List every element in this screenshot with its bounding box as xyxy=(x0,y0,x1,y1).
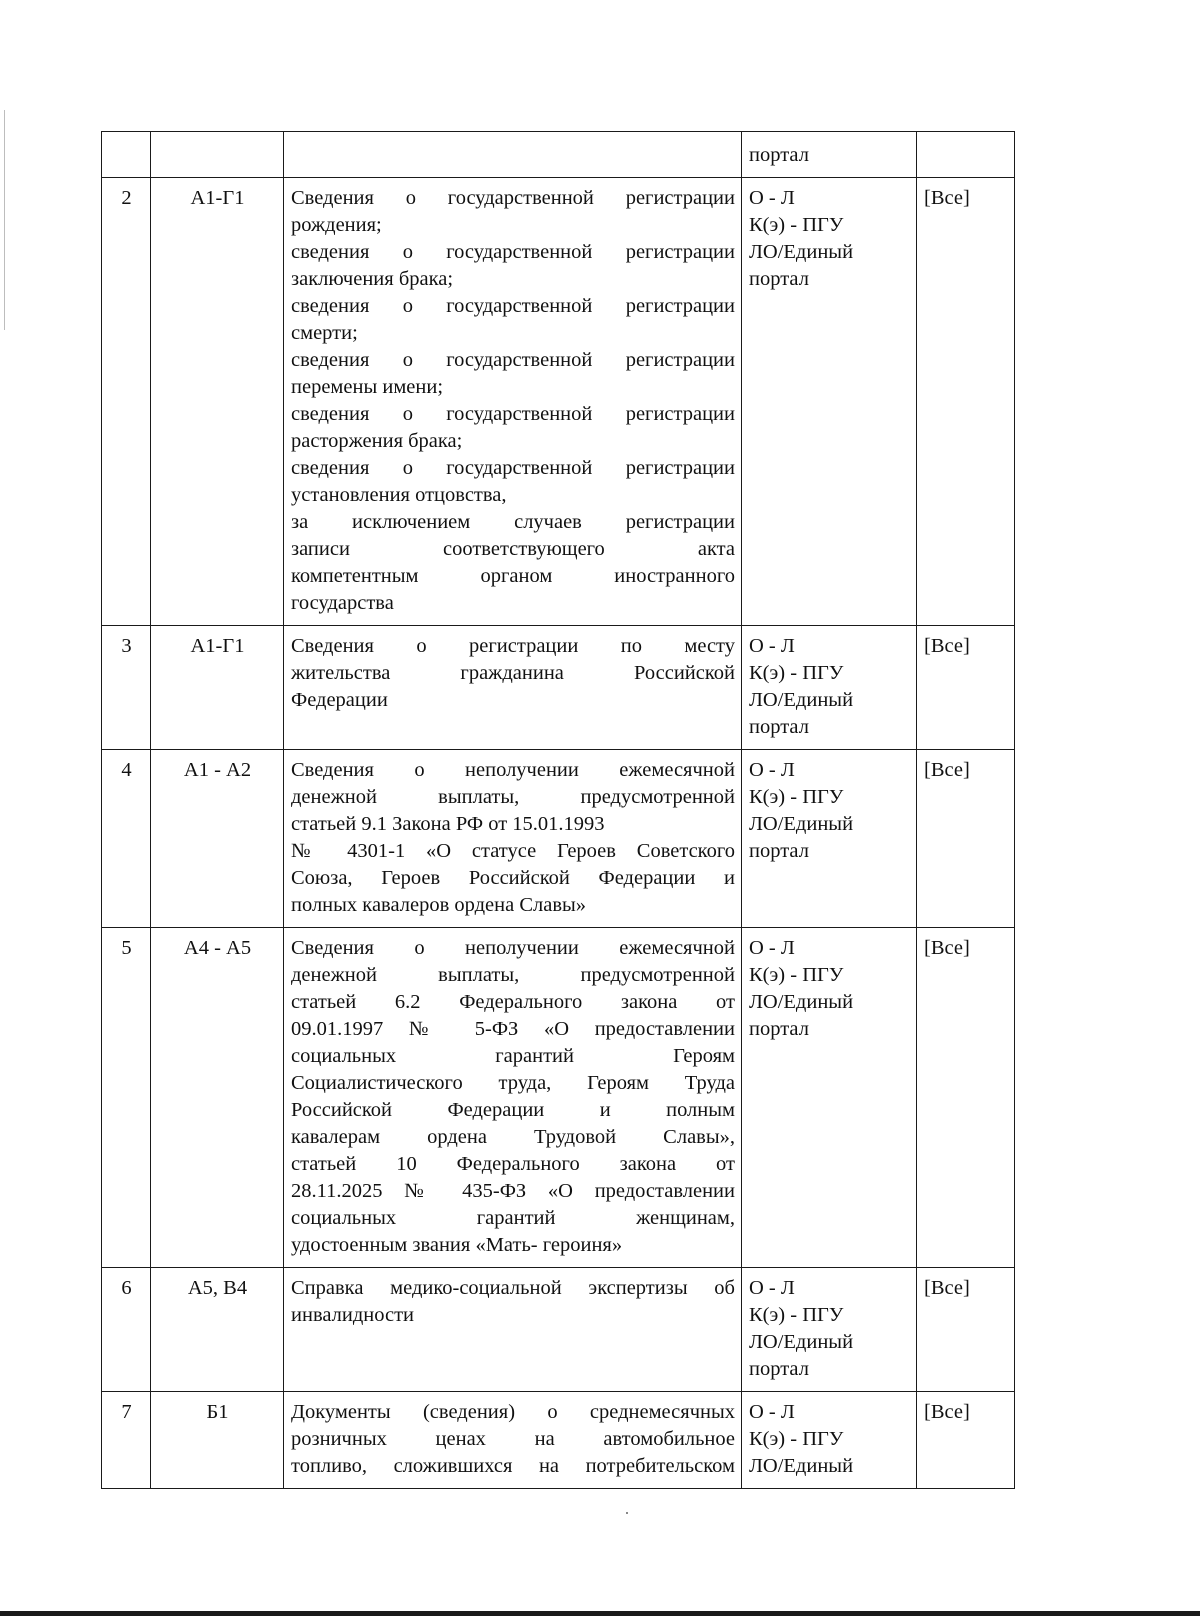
cell-description xyxy=(284,1392,742,1489)
table-body xyxy=(102,132,1015,1489)
description-line: сведения о государственной регистрации xyxy=(291,403,735,425)
cell-code: А5, В4 xyxy=(151,1268,284,1392)
source-line: О - Л xyxy=(749,1277,795,1299)
source-line: К(э) - ПГУ xyxy=(749,964,844,986)
description-line: сведения о государственной регистрации xyxy=(291,295,735,317)
description-line: топливо, сложившихся на потребительском xyxy=(291,1455,735,1477)
description-line: рождения; xyxy=(291,214,382,236)
source-line: портал xyxy=(749,1358,809,1380)
description-line: Федерации xyxy=(291,689,388,711)
source-line: К(э) - ПГУ xyxy=(749,1428,844,1450)
source-line: О - Л xyxy=(749,937,795,959)
scan-edge-line xyxy=(4,110,5,330)
source-line: О - Л xyxy=(749,635,795,657)
source-line: портал xyxy=(749,268,809,290)
description-line: Сведения о неполучении ежемесячной xyxy=(291,759,735,781)
source-line: К(э) - ПГУ xyxy=(749,786,844,808)
table-row xyxy=(102,626,1015,750)
description-line: статьей 9.1 Закона РФ от 15.01.1993 xyxy=(291,813,605,835)
cell-source xyxy=(742,750,917,928)
cell-num: 4 xyxy=(102,750,151,928)
cell-code: А4 - А5 xyxy=(151,928,284,1268)
source-line: ЛО/Единый xyxy=(749,1455,854,1477)
cell-num xyxy=(102,132,151,178)
cell-recipients: [Все] xyxy=(917,626,1015,750)
cell-code: А1-Г1 xyxy=(151,178,284,626)
cell-recipients: [Все] xyxy=(917,178,1015,626)
description-line: статьей 10 Федерального закона от xyxy=(291,1153,735,1175)
source-line: ЛО/Единый xyxy=(749,813,854,835)
cell-source xyxy=(742,626,917,750)
table-row-continued xyxy=(102,132,1015,178)
description-line: 09.01.1997 № 5-ФЗ «О предоставлении xyxy=(291,1018,735,1040)
description-line: Союза, Героев Российской Федерации и xyxy=(291,867,735,889)
description-line: Справка медико-социальной экспертизы об xyxy=(291,1277,735,1299)
source-line: К(э) - ПГУ xyxy=(749,214,844,236)
source-line: ЛО/Единый xyxy=(749,991,854,1013)
description-line: кавалерам ордена Трудовой Славы», xyxy=(291,1126,735,1148)
cell-description xyxy=(284,928,742,1268)
description-line: социальных гарантий Героям xyxy=(291,1045,735,1067)
source-line: ЛО/Единый xyxy=(749,1331,854,1353)
cell-description xyxy=(284,1268,742,1392)
description-line: жительства гражданина Российской xyxy=(291,662,735,684)
cell-source xyxy=(742,178,917,626)
table-row xyxy=(102,750,1015,928)
source-line: К(э) - ПГУ xyxy=(749,662,844,684)
description-line: Социалистического труда, Героям Труда xyxy=(291,1072,735,1094)
cell-description xyxy=(284,626,742,750)
cell-num: 2 xyxy=(102,178,151,626)
description-line: социальных гарантий женщинам, xyxy=(291,1207,735,1229)
description-line: инвалидности xyxy=(291,1304,415,1326)
cell-code xyxy=(151,132,284,178)
source-line: О - Л xyxy=(749,187,795,209)
description-line: заключения брака; xyxy=(291,268,454,290)
cell-description xyxy=(284,750,742,928)
cell-recipients: [Все] xyxy=(917,750,1015,928)
cell-source xyxy=(742,132,917,178)
cell-recipients xyxy=(917,132,1015,178)
cell-source xyxy=(742,1392,917,1489)
cell-num: 3 xyxy=(102,626,151,750)
source-line: ЛО/Единый xyxy=(749,241,854,263)
description-line: Сведения о неполучении ежемесячной xyxy=(291,937,735,959)
description-line: статьей 6.2 Федерального закона от xyxy=(291,991,735,1013)
description-line: компетентным органом иностранного xyxy=(291,565,735,587)
cell-recipients: [Все] xyxy=(917,1392,1015,1489)
description-line: установления отцовства, xyxy=(291,484,507,506)
description-line: сведения о государственной регистрации xyxy=(291,457,735,479)
source-line: портал xyxy=(749,716,809,738)
cell-description xyxy=(284,132,742,178)
scan-bottom-edge xyxy=(0,1611,1200,1616)
cell-code: Б1 xyxy=(151,1392,284,1489)
source-line: портал xyxy=(749,1018,809,1040)
description-line: полных кавалеров ордена Славы» xyxy=(291,894,587,916)
description-line: сведения о государственной регистрации xyxy=(291,241,735,263)
table-row xyxy=(102,178,1015,626)
cell-recipients: [Все] xyxy=(917,1268,1015,1392)
services-table xyxy=(101,131,1015,1489)
description-line: Документы (сведения) о среднемесячных xyxy=(291,1401,735,1423)
description-line: денежной выплаты, предусмотренной xyxy=(291,964,735,986)
source-line: О - Л xyxy=(749,759,795,781)
cell-num: 6 xyxy=(102,1268,151,1392)
scan-speck xyxy=(626,1512,628,1514)
description-line: перемены имени; xyxy=(291,376,444,398)
description-line: за исключением случаев регистрации xyxy=(291,511,735,533)
description-line: Сведения о регистрации по месту xyxy=(291,635,735,657)
source-line: К(э) - ПГУ xyxy=(749,1304,844,1326)
cell-source xyxy=(742,928,917,1268)
source-line: ЛО/Единый xyxy=(749,689,854,711)
cell-code: А1 - А2 xyxy=(151,750,284,928)
source-line: портал xyxy=(749,144,809,166)
cell-recipients: [Все] xyxy=(917,928,1015,1268)
description-line: записи соответствующего акта xyxy=(291,538,735,560)
description-line: 28.11.2025 № 435-ФЗ «О предоставлении xyxy=(291,1180,735,1202)
source-line: портал xyxy=(749,840,809,862)
cell-source xyxy=(742,1268,917,1392)
description-line: расторжения брака; xyxy=(291,430,463,452)
description-line: смерти; xyxy=(291,322,358,344)
cell-code: А1-Г1 xyxy=(151,626,284,750)
cell-num: 5 xyxy=(102,928,151,1268)
description-line: сведения о государственной регистрации xyxy=(291,349,735,371)
description-line: Российской Федерации и полным xyxy=(291,1099,735,1121)
cell-description xyxy=(284,178,742,626)
description-line: розничных ценах на автомобильное xyxy=(291,1428,735,1450)
source-line: О - Л xyxy=(749,1401,795,1423)
cell-num: 7 xyxy=(102,1392,151,1489)
description-line: № 4301-1 «О статусе Героев Советского xyxy=(291,840,735,862)
description-line: Сведения о государственной регистрации xyxy=(291,187,735,209)
table-row xyxy=(102,928,1015,1268)
description-line: удостоенным звания «Мать- героиня» xyxy=(291,1234,623,1256)
description-line: денежной выплаты, предусмотренной xyxy=(291,786,735,808)
description-line: государства xyxy=(291,592,394,614)
table-row xyxy=(102,1392,1015,1489)
table-row xyxy=(102,1268,1015,1392)
